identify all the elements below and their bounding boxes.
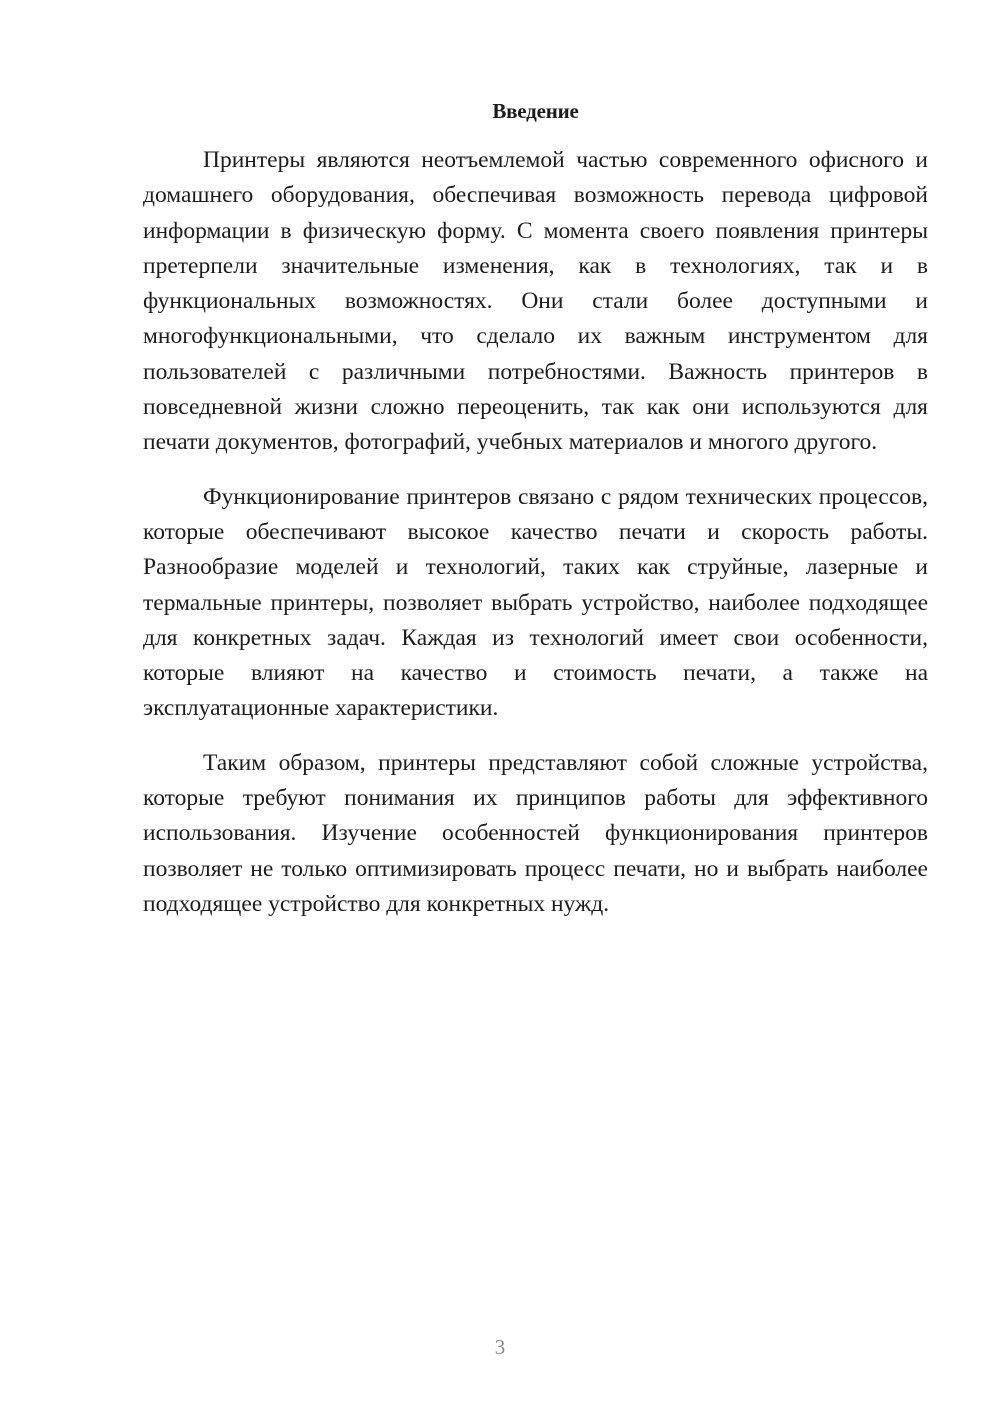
paragraph-1: Принтеры являются неотъемлемой частью современного офисного и домашнего оборудования, обеспечивая возможность перевода цифровой информации в физическую форму. С момента своего появления принтеры претерпели значительные изменения, как в технологиях, так и в функциональных возможностях. Они стали более доступными и многофункциональными, что сделало их важным инструментом для пользователей с различными потребностями. Важность принтеров в повседневной жизни сложно переоценить, так как они используются для печати документов, фотографий, учебных материалов и многого другого. bbox=[143, 147, 928, 456]
page-title: Введение bbox=[492, 99, 579, 123]
page-number: 3 bbox=[494, 1335, 506, 1359]
document-body bbox=[143, 143, 928, 922]
paragraph-3: Таким образом, принтеры представляют собой сложные устройства, которые требуют понимания их принципов работы для эффективного использования. Изучение особенностей функционирования принтеров позволяет не только оптимизировать процесс печати, но и выбрать наиболее подходящее устройство для конкретных нужд. bbox=[143, 749, 928, 917]
paragraph-2: Функционирование принтеров связано с рядом технических процессов, которые обеспечивают высокое качество печати и скорость работы. Разнообразие моделей и технологий, таких как струйные, лазерные и термальные принтеры, позволяет выбрать устройство, наиболее подходящее для конкретных задач. Каждая из технологий имеет свои особенности, которые влияют на качество и стоимость печати, а также на эксплуатационные характеристики. bbox=[143, 483, 928, 722]
